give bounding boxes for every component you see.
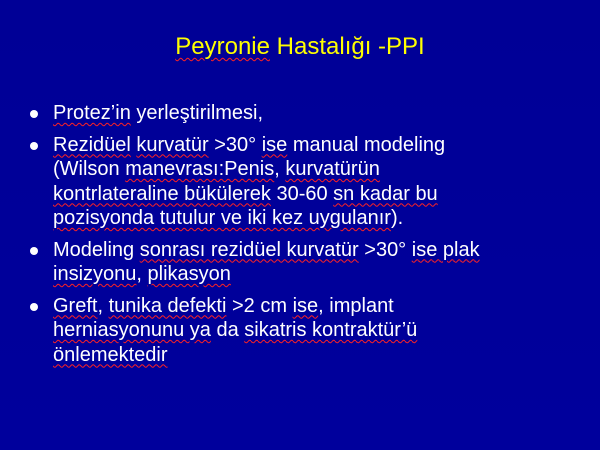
bullet-dot-icon [30, 142, 38, 150]
text-segment: ise plak [411, 238, 480, 261]
text-segment: Modeling [53, 238, 140, 261]
bullet-dot-icon [30, 303, 38, 311]
bullet-line [53, 206, 590, 231]
text-segment: , [274, 158, 286, 180]
text-segment: ). [390, 207, 404, 229]
text-segment: önlemektedir [53, 343, 168, 366]
text-segment: sn kadar bu [333, 182, 438, 205]
text-segment: ise [261, 133, 288, 156]
text-segment: (Wilson [53, 158, 126, 180]
text-segment: manevrası:Penis [125, 158, 275, 180]
text-segment: sonrası rezidüel kurvatür [139, 238, 359, 261]
text-segment: , [97, 294, 109, 317]
bullet-dot-icon [30, 247, 38, 255]
bullet-line [53, 318, 590, 343]
text-segment: tunika defekti [108, 294, 227, 317]
text-segment: Rezidüel [53, 133, 131, 156]
title-word-peyronie: Peyronie [175, 33, 270, 60]
text-segment: , implant [318, 294, 394, 317]
bullet-line [53, 133, 590, 158]
text-segment: Protez’in [53, 102, 131, 124]
bullet-dot-icon [30, 110, 38, 118]
text-segment: kurvatür [136, 133, 209, 156]
bullet-item [30, 133, 590, 231]
bullet-line [53, 343, 590, 368]
text-segment: manual modeling [287, 133, 446, 156]
text-segment: yerleştirilmesi, [130, 102, 264, 124]
bullet-line [53, 101, 590, 126]
slide-title [0, 32, 600, 62]
text-segment: Greft [53, 294, 98, 317]
bullet-line [53, 182, 590, 207]
bullet-item [30, 101, 590, 126]
text-segment: plikasyon [147, 263, 231, 285]
bullet-list [30, 101, 590, 374]
text-segment: sikatris kontraktür’ü [244, 319, 418, 341]
text-segment: kurvatürün [285, 158, 380, 180]
bullet-line [53, 238, 590, 263]
text-segment: insizyonu [53, 263, 137, 285]
text-segment: >2 cm [226, 294, 293, 317]
bullet-line [53, 262, 590, 287]
bullet-item [30, 238, 590, 287]
text-segment: >30° [208, 133, 262, 156]
text-segment: 30-60 [270, 182, 334, 205]
text-segment: ise [292, 294, 319, 317]
bullet-item [30, 294, 590, 368]
bullet-line [53, 294, 590, 319]
text-segment: , [136, 263, 148, 285]
title-rest: Hastalığı -PPI [270, 33, 425, 60]
text-segment: kontrlateraline bükülerek [53, 182, 271, 205]
text-segment: da [210, 319, 245, 341]
text-segment: herniasyonunu ya [53, 319, 211, 341]
bullet-line [53, 157, 590, 182]
text-segment: >30° [358, 238, 412, 261]
text-segment: pozisyonda tutulur ve iki kez uygulanır [53, 207, 391, 229]
